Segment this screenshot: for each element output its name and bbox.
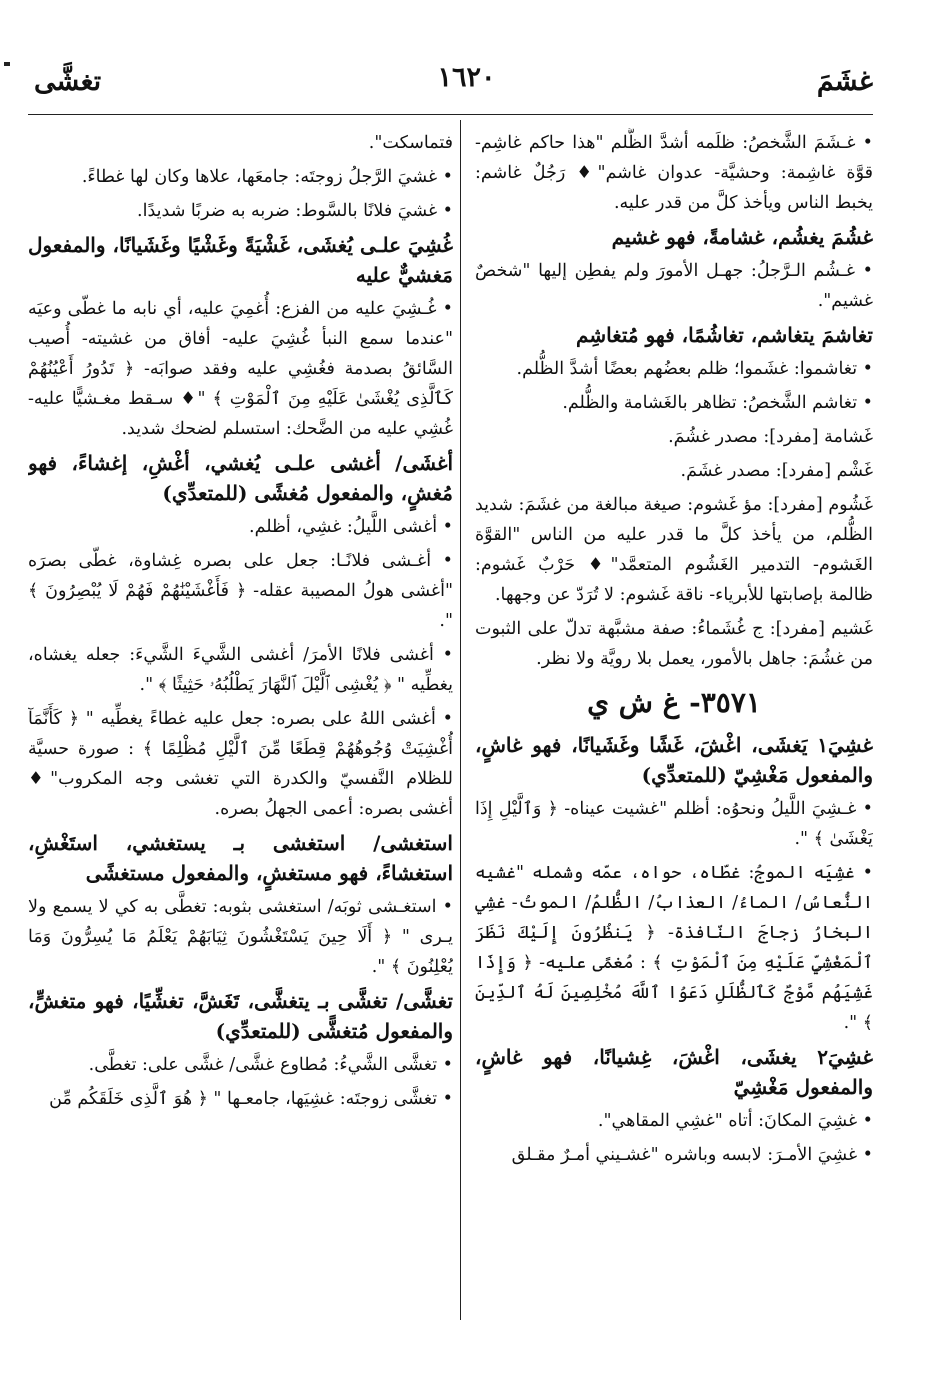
headword-line: غشِيَ١ يَغشَى، اغْشَ، غَشًا وغَشَيانًا، فهو غاشٍ، والمفعول مَغْشِيّ (للمتعدِّي) <box>475 733 873 787</box>
entry: • غشِيَ المكانَ: أتاه "غشِي المقاهي". <box>597 1111 873 1131</box>
right-column <box>475 128 873 1338</box>
headword-line: غشُمَ يغشُم، غشامةً، فهو غشيم <box>611 225 873 249</box>
header-guide-word-right: غشَمَ <box>816 66 873 97</box>
entry: فتماسكت". <box>368 133 453 153</box>
left-column <box>28 128 453 1338</box>
headword-line: تغشَّى/ تغشَّى بـ يتغشَّى، تَغَشَّ، تغشِّيًا، فهو متغشٍّ، والمفعول مُتغشًّى (للمتعدِّي) <box>28 989 453 1043</box>
headword-line: غُشِيَ علـى يُغشَى، غَشْيَةً وغَشْيًا وغَشَيانًا، والمفعول مَغشيٌّ عليه <box>28 233 453 287</box>
entry: • تغاشموا: غشَموا؛ ظلم بعضُهم بعضًا أشدَّ الظُّلم. <box>516 359 873 379</box>
column-separator <box>460 120 461 1320</box>
entry: غَشُوم [مفرد]: مؤ غَشوم: صيغة مبالغة من غشَمَ: شديد الظُّلم، من يأخذ كلَّ ما قدر عليه من الناس "القوَّة الغَشوم- التدمير الغَشُوم المتعمَّد"♦ حَرْبٌ غَشوم: ظالمة بإصابتها للأبرياء- ناقة غَشوم: لا تُرَدّ عن وجهها. <box>475 495 873 605</box>
entry: غَشامة [مفرد]: مصدر غشُمَ. <box>668 427 873 447</box>
page-number: ١٦٢٠ <box>437 62 496 93</box>
header-rule <box>28 114 873 115</box>
header-guide-word-left: تغشَّى <box>34 66 102 97</box>
entry: • غُـشِيَ عليه من الفزع: أُغمِيَ عليه، أي نابه ما غطّى وعيَه "عندما سمع النبأ غُشِيَ عليه- أفاق من غشيته- أُصيب السَّائقُ بصدمة فغُشِي عليه وفقد صوابَه- ﴿ تَدُورُ أَعْيُنُهُمْ كَٱلَّذِى يُغْشَىٰ عَلَيْهِ مِنَ ٱلْمَوْتِ ﴾ "♦ سـقط مغـشيًّا عليه- غُشِي عليه من الضَّحك: استسلم لضحك شديد. <box>28 299 453 439</box>
entry: • غـشُم الـرَّجلُ: جهـل الأمورَ ولم يفطِن إليها "شخصٌ غشيم". <box>475 261 873 311</box>
entry: غَشيم [مفرد]: ج غُشَماءُ: صفة مشبَّهة تدلّ على الثبوت من غشُمَ: جاهل بالأمور، يعمل بلا رويَّة ولا نظر. <box>475 619 873 669</box>
entry: • استغـشى ثوبَه/ استغشى بثوبه: تغطَّى به كي لا يسمع ولا يـرى " ﴿ أَلَا حِينَ يَسْتَغْشُونَ ثِيَابَهُمْ يَعْلَمُ مَا يُسِرُّونَ وَمَا يُعْلِنُونَ ﴾ ". <box>28 897 453 977</box>
root-heading: ٣٥٧١- غ ش ي <box>587 686 761 719</box>
entry: • غشِيَه الموجُ: غطّاه، حواه، عمّه وشمله "غشيه النُّعاسُ/ الماءُ/ العذابُ/ الظُّلمُ/ الموتُ- غشِي البخارُ زجاجَ النّافذة- ﴿ يَنظُرُونَ إِلَيْكَ نَظَرَ ٱلْمَغْشِيِّ عَلَيْهِ مِنَ ٱلْمَوْتِ ﴾ : مُغمًى عليه- ﴿ وَإِذَا غَشِيَهُم مَّوْجٌ كَٱلظُّلَلِ دَعَوُا ٱللَّهَ مُخْلِصِينَ لَهُ ٱلدِّينَ ﴾ ". <box>475 863 873 1033</box>
entry: • غـشَمَ الشَّخصُ: ظلَمه أشدَّ الظُّلم "هذا حاكم غاشِم- قوَّة غاشِمة: وحشيَّة- عدوان غاشم"♦ رَجُلٌ غاشم: يخبط الناس ويأخذ كلَّ من قدر عليه. <box>475 133 873 213</box>
entry: • غشِيَ الأمـرَ: لابسه وباشره "غشـيني أمـرٌ مقـلق <box>511 1145 873 1165</box>
entry: • غشيَ فلانًا بالسَّوط: ضربه به ضربًا شديدًا. <box>137 201 453 221</box>
entry: • غـشِيَ اللَّيلُ ونحوُه: أظلم "غشيت عيناه- ﴿ وَٱلَّيْلِ إِذَا يَغْشَىٰ ﴾ ". <box>475 799 873 849</box>
entry: • تغشَّى الشَّيءُ: مُطاوع غشَّى/ غشَّى على: تغطَّى. <box>88 1055 453 1075</box>
entry: • أغـشى فلانًـا: جعل على بصره غِشاوة، غطّى بصرَه "أغشى هولُ المصيبة عقله- ﴿ فَأَغْشَيْنَٰهُمْ فَهُمْ لَا يُبْصِرُونَ ﴾ ". <box>28 551 453 631</box>
headword-line: استغشى/ استغشى بـ يستغشي، استَغْشِ، استغشاءً، فهو مستغشٍ، والمفعول مستغشًى <box>28 831 453 885</box>
headword-line: أغشَى/ أغشى علـى يُغشي، أغْشِ، إغشاءً، فهو مُغشٍ، والمفعول مُغشًى (للمتعدِّي) <box>28 451 453 505</box>
entry: • تغشَّى زوجتَه: غشِيَها، جامعـها " ﴿ هُوَ ٱلَّذِى خَلَقَكُم مِّن <box>49 1089 453 1109</box>
headword-line: تغاشمَ يتغاشم، تغاشُمًا، فهو مُتغاشِم <box>576 323 873 347</box>
entry: • تغاشم الشَّخصُ: تظاهر بالغَشامة والظُّلم. <box>562 393 873 413</box>
entry: • أغشى اللَّيلُ: غشِي، أظلم. <box>249 517 453 537</box>
entry: • أغشى فلانًا الأمرَ/ أغشى الشَّيءَ الشَّيءَ: جعله يغشاه، يغطِّيه " ﴿ يُغْشِى ٱلَّيْلَ ٱلنَّهَارَ يَطْلُبُهُۥ حَثِيثًا ﴾ ". <box>28 645 453 695</box>
entry: • أغشى اللهُ على بصره: جعل عليه غطاءً يغطِّيه " ﴿ كَأَنَّمَآ أُغْشِيَتْ وُجُوهُهُمْ قِطَعًا مِّنَ ٱلَّيْلِ مُظْلِمًا ﴾ : صورة حسيَّة للظلام النَّفسيّ والكدرة التي تغشى وجه المكروب"♦ أغشى بصره: أعمى الجهلُ بصره. <box>28 709 453 819</box>
headword-line: غشِيَ٢ يغشَى، اغْشَ، غِشيانًا، فهو غاشٍ، والمفعول مَغْشِيّ <box>475 1045 873 1099</box>
entry: • غشيَ الرَّجلُ زوجتَه: جامعَها، علاها وكان لها غطاءً. <box>81 167 453 187</box>
entry: غَشْم [مفرد]: مصدر غشَمَ. <box>680 461 873 481</box>
